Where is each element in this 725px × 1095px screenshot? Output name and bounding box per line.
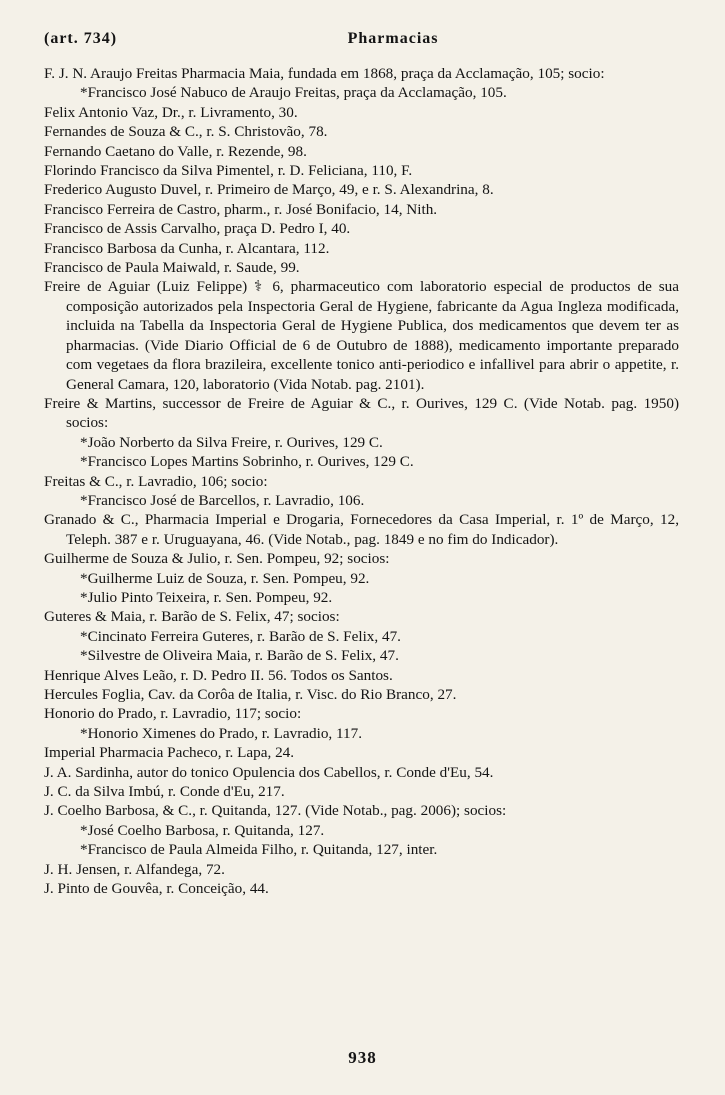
pharmacy-entry: Guilherme de Souza & Julio, r. Sen. Pompeu, 92; socios: — [44, 550, 390, 568]
partner-entry: *Honorio Ximenes do Prado, r. Lavradio, 117. — [80, 724, 363, 742]
pharmacy-entry: J. A. Sardinha, autor do tonico Opulencia dos Cabellos, r. Conde d'Eu, 54. — [44, 763, 494, 781]
partner-entry: *Julio Pinto Teixeira, r. Sen. Pompeu, 92. — [80, 588, 333, 606]
header-section-title: Pharmacias — [347, 30, 439, 47]
partner-entry: *João Norberto da Silva Freire, r. Ourives, 129 C. — [80, 433, 383, 451]
pharmacy-entry: Henrique Alves Leão, r. D. Pedro II. 56. Todos os Santos. — [44, 666, 393, 684]
pharmacy-entry: Frederico Augusto Duvel, r. Primeiro de Março, 49, e r. S. Alexandrina, 8. — [44, 181, 494, 199]
pharmacy-entry: Granado & C., Pharmacia Imperial e Drogaria, Fornecedores da Casa Imperial, r. 1º de Março, 12, Teleph. 387 e r. Uruguayana, 46. (Vide Notab., pag. 1849 e no fim do Indicador). — [44, 511, 679, 548]
partner-entry: *Francisco José Nabuco de Araujo Freitas, praça da Acclamação, 105. — [80, 84, 507, 102]
pharmacy-entry: Hercules Foglia, Cav. da Corôa de Italia, r. Visc. do Rio Branco, 27. — [44, 686, 457, 703]
pharmacy-entry: J. H. Jensen, r. Alfandega, 72. — [44, 860, 225, 878]
page-number: 938 — [348, 1048, 377, 1067]
entry-list — [40, 64, 679, 898]
pharmacy-entry: Honorio do Prado, r. Lavradio, 117; socio: — [44, 705, 302, 723]
header-article-ref: (art. 734) — [44, 30, 118, 47]
pharmacy-entry: J. Pinto de Gouvêa, r. Conceição, 44. — [44, 880, 269, 898]
partner-entry: *Silvestre de Oliveira Maia, r. Barão de S. Felix, 47. — [80, 647, 399, 665]
pharmacy-entry: Francisco Barbosa da Cunha, r. Alcantara, 112. — [44, 239, 330, 257]
pharmacy-entry: Freire & Martins, successor de Freire de Aguiar & C., r. Ourives, 129 C. (Vide Notab. pag. 1950) socios: — [44, 394, 679, 432]
partner-entry: *Guilherme Luiz de Souza, r. Sen. Pompeu, 92. — [80, 569, 370, 587]
partner-entry: *Cincinato Ferreira Guteres, r. Barão de S. Felix, 47. — [80, 627, 401, 645]
pharmacy-entry: Francisco de Paula Maiwald, r. Saude, 99. — [44, 259, 300, 277]
pharmacy-entry: J. Coelho Barbosa, & C., r. Quitanda, 127. (Vide Notab., pag. 2006); socios: — [44, 802, 507, 820]
pharmacy-entry: Freitas & C., r. Lavradio, 106; socio: — [44, 472, 268, 490]
partner-entry: *Francisco José de Barcellos, r. Lavradio, 106. — [80, 491, 365, 509]
partner-entry: *Francisco de Paula Almeida Filho, r. Quitanda, 127, inter. — [80, 841, 438, 859]
pharmacy-entry: Imperial Pharmacia Pacheco, r. Lapa, 24. — [44, 744, 295, 762]
partner-entry: *José Coelho Barbosa, r. Quitanda, 127. — [80, 821, 325, 839]
pharmacy-entry: Francisco Ferreira de Castro, pharm., r. José Bonifacio, 14, Nith. — [44, 200, 438, 218]
partner-entry: *Francisco Lopes Martins Sobrinho, r. Ourives, 129 C. — [80, 453, 414, 471]
pharmacy-entry: F. J. N. Araujo Freitas Pharmacia Maia, fundada em 1868, praça da Acclamação, 105; socio: — [44, 65, 605, 82]
pharmacy-entry: Fernandes de Souza & C., r. S. Christovão, 78. — [44, 123, 328, 141]
pharmacy-entry: Freire de Aguiar (Luiz Felippe) ⚕ 6, pharmaceutico com laboratorio especial de productos de sua composição autorizados pela Inspectoria Geral de Hygiene, fabricante da Agua Ingleza modificada, incluida na Tabella da Inspectoria Geral de Hygiene Publica, dos medicamentos que devem ter as pharmacias. (Vide Diario Official de 6 de Outubro de 1888), medicamento importante preparado com vegetaes da flora brazileira, excellente tonico anti-periodico e infallivel para abrir o appetite, r. General Camara, 120, laboratorio (Vida Notab. pag. 2101). — [44, 278, 679, 393]
pharmacy-entry: Francisco de Assis Carvalho, praça D. Pedro I, 40. — [44, 220, 351, 238]
pharmacy-entry: Fernando Caetano do Valle, r. Rezende, 98. — [44, 142, 307, 160]
pharmacy-entry: Felix Antonio Vaz, Dr., r. Livramento, 30. — [44, 103, 298, 121]
page-header — [40, 22, 679, 48]
pharmacy-entry: Guteres & Maia, r. Barão de S. Felix, 47; socios: — [44, 608, 340, 626]
pharmacy-entry: J. C. da Silva Imbú, r. Conde d'Eu, 217. — [44, 783, 285, 801]
pharmacy-entry: Florindo Francisco da Silva Pimentel, r. D. Feliciana, 110, F. — [44, 162, 413, 180]
